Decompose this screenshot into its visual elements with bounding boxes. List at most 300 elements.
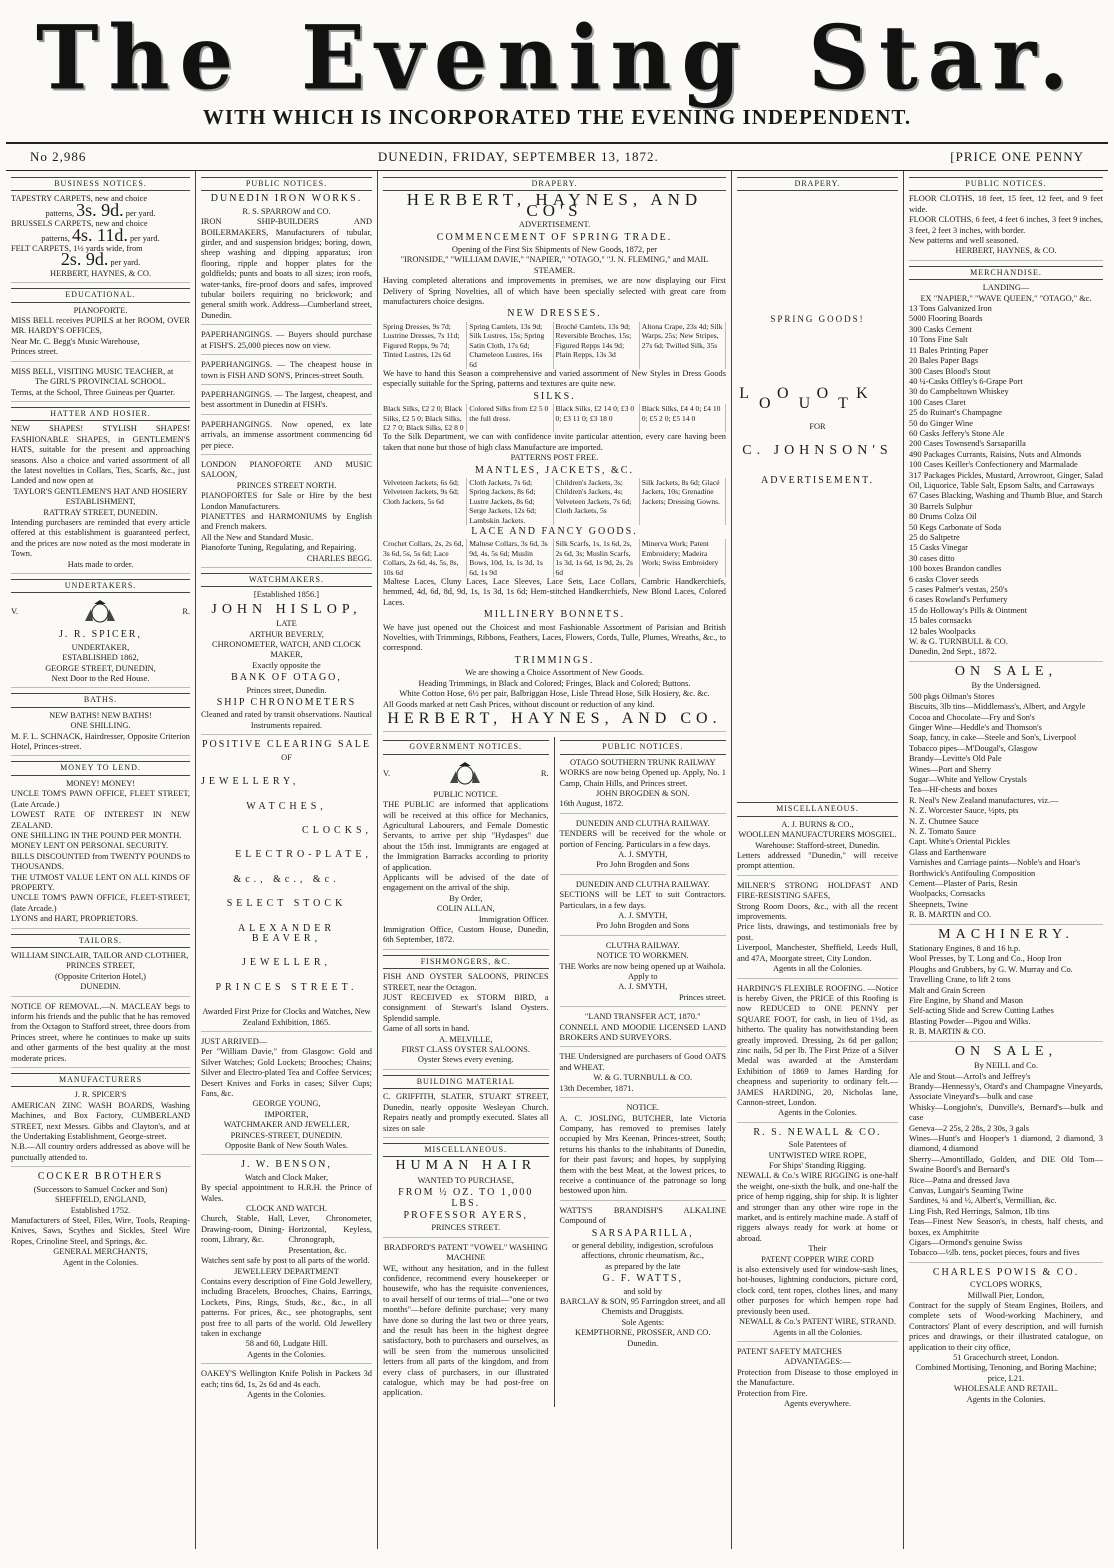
section-public-notices: PUBLIC NOTICES. [201,177,372,191]
list-item: N. Z. Chutnee Sauce [909,816,979,826]
ad-line: LANDING— [982,283,1030,293]
ad-line: J. R. SPICER'S [74,1090,127,1100]
ad-line: HERBERT, HAYNES, & CO. [955,246,1057,256]
ad-line: ADVERTISEMENT. [518,220,591,230]
list-item: Travelling Crane, to lift 2 tons [909,975,1011,985]
ad-line: ESTABLISHED 1862, [62,653,139,663]
ad-line: COLIN ALLAN, [436,904,495,914]
ad-line: By Order, [449,893,483,903]
list-item: Varnishes and Carriage paints—Noble's and Hoar's [909,858,1081,868]
section-drapery-2: DRAPERY. [737,177,898,191]
ad-line: Agents in the Colonies. [247,1389,326,1399]
benson-lists [201,1214,372,1256]
ad-title: ON SALE, [954,663,1058,679]
columns [6,171,1108,1549]
ad-line: PIANETTES and HARMONIUMS by English and French makers. [201,511,372,532]
list-item: 300 Casks Cement [909,324,972,334]
ad-line: patterns, 3s. 9d. per yard. [45,199,156,220]
ad-line: Pro John Brogden and Sons [596,860,690,870]
ad-title: J. R. SPICER, [59,629,142,641]
ad-signature: CHARLES BEGG. [306,553,372,563]
ad-line: 16th August, 1872. [559,799,624,809]
list-item: 25 do Ruinart's Champagne [909,408,1002,418]
table-cell: Spring Camlets, 13s 9d; Silk Lustres, 15s; Spring Satin Cloth, 17s 6d; Chameleon Lustres, 16s 6d [469,322,553,369]
ad-line: FOR [809,421,826,431]
column-1 [6,171,196,1549]
list-item: Tea—Hf-chests and boxes [909,785,998,795]
ad-line: CLOCK AND WATCH. [245,1204,328,1214]
list-item: 60 Casks Jeffery's Stone Ale [909,428,1005,438]
ad-line: FIRST CLASS OYSTER SALOONS. [401,1045,530,1055]
ad-line: IMPORTER, [264,1109,309,1119]
section-merchandise: MERCHANDISE. [909,266,1103,280]
ad-line: Maltese Laces, Cluny Laces, Lace Sleeves, Lace Sets, Lace Collars, Cambric Handkerchiefs, hemmed, 4d, 6d, 8d, 9d, 1s, 1s 3d, 1s 6d; Hem-stitched Handkerchiefs, New Blond Laces, Colored Laces. [383,577,726,607]
ad-line: G. F. WATTS, [602,1273,684,1285]
ad-iron-works [201,194,372,325]
ad-line: UNCLE TOM'S PAWN OFFICE, FLEET-STREET, (late Arcade.) [11,893,190,913]
ad-oakey [201,1369,372,1403]
ad-line: JUST RECEIVED ex STORM BIRD, a consignment of Stewart's Island Oysters. Splendid sample. [383,993,549,1023]
list-item: 10 Tons Fine Salt [909,335,968,345]
masthead [6,0,1108,110]
ad-public-notice [383,758,549,950]
ad-line: THE Works are now being opened up at Waihola. [559,961,726,971]
ad-line: Agents in the Colonies. [966,1394,1046,1404]
ad-line: Their [808,1244,827,1254]
ad-line: A. MELVILLE, [439,1034,493,1044]
ad-line: Price lists, drawings, and testimonials free by post. [737,922,898,942]
ad-line: White Cotton Hose, 6½ per pair, Balbriggan Hose, Lisle Thread Hose, Silk Hosiery, &c. &c. [399,689,710,699]
masthead-subtitle: WITH WHICH IS INCORPORATED THE EVENING INDEPENDENT. [202,105,912,129]
list-item: Dunedin, 2nd Sept., 1872. [909,647,997,657]
ad-line: NOTICE. [626,1103,660,1113]
ad-line: PRINCES STREET NORTH. [236,480,337,490]
table-cell: Silk Scarfs, 1s, 1s 6d, 2s, 2s 6d, 3s; Muslin Scarfs, 1s 3d, 1s 6d, 1s 9d, 2s, 2s 6d [556,539,640,577]
list-item: Wines—Hunt's and Hooper's 1 diamond, 2 diamond, 3 diamond, 4 diamond [909,1133,1103,1154]
list-item: N. Z. Tomato Sauce [909,826,976,836]
ad-line: MISS BELL, VISITING MUSIC TEACHER, at [11,366,174,376]
ad-line: ARTHUR BEVERLY, [249,629,324,639]
ad-line: "LAND TRANSFER ACT, 1870." [584,1012,701,1022]
list-item: Ling Fish, Red Herrings, Salmon, 1lb tins [909,1206,1050,1216]
ad-burns [737,820,898,876]
list-item: 6 cases Rowland's Perfumery [909,595,1008,605]
ad-line: WOOLLEN MANUFACTURERS MOSGIEL. [738,830,897,840]
ad-line: MISS BELL receives PUPILS at her ROOM, OVER MR. HARDY'S OFFICES, [11,316,190,336]
ad-line: COMMENCEMENT OF SPRING TRADE. [436,231,673,243]
ad-line: FELT CARPETS, 1½ yards wide, from [11,244,143,254]
ad-line: LATE [276,619,297,629]
ad-line: WATCHMAKER AND JEWELLER, [223,1120,350,1130]
ad-line: SECTIONS will be LET to suit Contractors. Particulars, in a few days. [559,890,726,910]
list-item: 15 do Holloway's Pills & Ointment [909,605,1028,615]
ad-line: GENERAL MERCHANTS, [53,1247,148,1257]
ad-signature: HERBERT, HAYNES, & CO. [50,268,151,278]
table-cell: Maltese Collars, 3s 6d, 3s 9d, 4s, 5s 6d; Muslin Bows, 10d, 1s, 1s 3d, 1s 6d, 1s 9d [469,539,553,577]
ad-paperhangings-1 [201,330,372,355]
list-item: 30 do Campbeltown Whiskey [909,387,1009,397]
list-item: Geneva—2 25s, 2 28s, 2 30s, 3 gals [909,1123,1030,1133]
ad-line: Combined Mortising, Tenoning, and Boring Machine; price, L21. [915,1363,1097,1383]
ad-line: PATENT SAFETY MATCHES [737,1346,842,1356]
ad-line: PUBLIC NOTICE. [433,789,499,799]
ad-title: POSITIVE CLEARING SALE [202,739,371,751]
ad-line: [Established 1856.] [253,590,320,600]
ad-line: NOTICE OF REMOVAL.—N. MACLEAY begs to inform his friends and the public that he has removed from the Octagon to Stafford street, three doors from Princes street, where he continues to make up suits and other garments of the best quality at the most moderate prices. [11,1001,190,1063]
ad-title: J. W. BENSON, [241,1159,332,1171]
ad-line: WE, without any hesitation, and in the fullest confidence, recommend every housekeeper or housewife, who has the requisite conveniences, to avail herself of our terms of trial—"one or two months"—before definite purchase; very many have done so during the last two or three years, and the result has been in the highest degree satisfactory, both to purchasers and ourselves, as will be seen from the numerous unsolicited letters from all parts of the kingdom, and from every class of purchasers, in our illustrated catalogue, which may be had post-free on application. [383,1263,549,1398]
ad-hatter [11,424,190,574]
ad-line: SARSAPARILLA, [591,1227,694,1239]
ad-line: BRUSSELS CARPETS, new and choice [11,219,148,229]
ad-line: NEW SHAPES! STYLISH SHAPES! FASHIONABLE SHAPES, in GENTLEMEN'S HATS, suitable for the present and approaching seasons. Also a choice and varied assortment of all the latest novelties in Collars, Ties, Scarfs, &c., just Landed and now open at [11,424,190,486]
ad-line: KEMPTHORNE, PROSSER, AND CO. [575,1328,711,1338]
lace-table [383,539,726,577]
ad-line: Having completed alterations and improvements in premises, we are now displaying our First Delivery of Spring Novelties, all of which have been specially selected with great care from manufacturers choice designs. [383,276,726,307]
list-item: Rice—Patna and dressed Java [909,1175,1010,1185]
ad-line: RATTRAY STREET, DUNEDIN. [43,507,158,517]
section-government: GOVERNMENT NOTICES. [383,740,549,754]
ad-line: PATENT COPPER WIRE CORD [761,1254,874,1264]
list-item: 40 ¼-Casks Offley's 6-Grape Port [909,376,1023,386]
ad-line: Opening of the First Six Shipments of New Goods, 1872, per [451,245,658,255]
subhead: SILKS. [533,390,576,402]
list-item: Self-acting Slide and Screw Cutting Lathes [909,1006,1054,1016]
list-item: 12 bales Woolpacks [909,626,976,636]
ad-line: ONE SHILLING. [70,721,131,731]
column-3-right [555,737,727,1407]
subhead: TRIMMINGS. [514,654,595,666]
list-item: Borthwick's Antifouling Composition [909,868,1036,878]
list-item: 15 bales cornsacks [909,616,972,626]
list-item: Cigars—Ormond's genuine Swiss [909,1238,1023,1247]
ad-line: NEWALL & Co.'s PATENT WIRE, STRAND. [739,1317,896,1327]
list-item: Biscuits, 3lb tins—Middlemass's, Albert, and Argyle [909,702,1086,712]
ad-hislop [201,590,372,735]
list-item: 500 pkgs Oilman's Stores [909,691,995,701]
ad-line: is also extensively used for window-sash lines, hot-houses, lightning conductors, picture cord, clock cord, tent ropes, clothes lines, and many other purposes for which hempen rope had previously been used. [737,1265,898,1316]
ad-line: DUNEDIN AND CLUTHA RAILWAY. [575,818,710,828]
ad-line: All Goods marked at nett Cash Prices, without discount or reduction of any kind. [383,699,655,709]
ad-line: 2s. 9d. per yard. [60,249,141,270]
ad-line: A. J. BURNS & CO., [781,819,854,829]
ad-line: Opposite Bank of New South Wales. [225,1141,348,1151]
ad-line: BRADFORD'S PATENT "VOWEL" WASHING MACHINE [383,1242,548,1263]
ad-line: 51 Gracechurch street, London. [953,1353,1059,1363]
masthead-word-2: Evening [301,5,751,110]
ad-line: Warehouse: Stafford-street, Dunedin. [755,840,880,850]
table-cell: Crochet Collars, 2s, 2s 6d, 3s 6d, 5s, 5s 6d; Lace Collars, 2s 6d, 4s, 5s, 8s, 10s 6d [383,539,467,577]
column-5 [904,171,1108,1549]
silks-table [383,404,726,432]
ad-line: Church, Stable, Hall, Drawing-room, Dining-room, Library, &c. [201,1214,285,1245]
ad-paperhangings-3 [201,390,372,415]
list-item: Ginger Wine—Heddle's and Thomson's [909,722,1042,732]
issue-number: No 2,986 [30,149,87,164]
list-item: Glass and Earthenware [909,847,987,857]
section-business-notices: BUSINESS NOTICES. [11,177,190,191]
list-item: R. Neal's New Zealand manufactures, viz.— [909,795,1059,805]
list-item: 13 Tons Galvanized Iron [909,304,992,314]
ad-slater [383,1092,549,1138]
ad-line: (Opposite Criterion Hotel,) [55,971,146,981]
ad-line: JEWELLERY, [201,776,300,788]
ad-line: PAPERHANGINGS. — The cheapest house in town is FISH AND SON'S, Princes-street South. [201,360,372,380]
ad-line: SHEFFIELD, ENGLAND, [55,1195,146,1205]
subhead: MILLINERY BONNETS. [483,609,626,621]
ad-line: Game of all sorts in hand. [383,1024,470,1034]
list-item: Sardines, ¼ and ½, Albert's, Vermillian, &c. [909,1196,1057,1206]
ad-line: WATTS'S BRANDISH'S ALKALINE Compound of [559,1205,726,1226]
ad-line: We have just opened out the Choicest and most Fashionable Assortment of Parisian and British Novelties, with Trimmings, Ribbons, Feathers, Laces, Flowers, Cords, Tulle, Plumes, Wreaths, &c., to correspond. [383,622,726,653]
ad-line: JUST ARRIVED— [201,1036,268,1046]
table-cell: Cloth Jackets, 7s 6d; Spring Jackets, 8s 6d; Lustre Jackets, 8s 6d; Serge Jackets, 12s 6d; Lambskin Jackets. [469,478,553,525]
ad-line: MONEY LENT ON PERSONAL SECURITY. [11,841,169,851]
ad-line: Princes street, Dunedin. [246,685,327,695]
list-item: Ploughs and Grubbers, by G. W. Murray and Co. [909,964,1073,974]
ad-line: SHIP CHRONOMETERS [216,697,357,709]
ad-line: 58 and 60, Ludgate Hill. [245,1339,328,1349]
ad-line: FISH AND OYSTER SALOONS, PRINCES STREET, near the Octagon. [383,972,549,992]
ad-line: Manufacturers of Steel, Files, Wire, Tools, Reaping-Knives, Saws, Scythes and Sickles, Steel Wire Ropes, Crinoline Steel, and Springs, &c. [11,1215,190,1246]
ad-line: To the Silk Department, we can with confidence invite particular attention, every care having been taken that none but those of high class Manufacture are imported. [383,432,726,452]
onsale1-list [909,692,1103,921]
table-cell: Minerva Work; Patent Embroidery; Madeira Work; Swiss Embroidery [642,539,726,577]
ad-line: Strong Room Doors, &c., with all the recent improvements. [737,901,898,922]
section-watchmakers: WATCHMAKERS. [201,573,372,587]
dresses-table [383,322,726,369]
ad-line: THE PUBLIC are informed that applications will be received at this office for Mechanics, Agricultural Labourers, and Female Domestic Servants, to arrive per ship "Hydaspes" due about the 15th inst. Immigrants are engaged at the Immigration Barracks according to priority of application. [383,800,549,872]
ad-line: Contains every description of Fine Gold Jewellery, including Bracelets, Brooches, Chains, Earrings, Lockets, Pins, Rings, Studs, &c., &c., in all patterns. For prices, &c., see photographs, sent post free to all parts of the world. Old Jewellery taken in exchange [201,1276,372,1338]
ad-line: SELECT STOCK [226,898,347,910]
ad-line: CHRONOMETER, WATCH, AND CLOCK MAKER, [212,640,361,660]
ad-line: Awarded First Prize for Clocks and Watches, New Zealand Exhibition, 1865. [202,1007,371,1027]
list-item: 30 cases ditto [909,553,955,563]
list-item: Ale and Stout—Arrol's and Jeffrey's [909,1071,1031,1081]
masthead-word-3: Star. [808,5,1078,110]
ad-line: UNTWISTED WIRE ROPE, [768,1150,867,1160]
ad-line: CLOCKS, [302,824,372,836]
list-item: Sherry—Amontillado, Golden, and DIE Old Tom—Swaine Boord's and Bernard's [909,1154,1103,1175]
ad-harding [737,984,898,1123]
ad-line: PATTERNS POST FREE. [510,453,599,463]
ad-clutha-tenders [560,819,727,875]
ad-line: TENDERS will be received for the whole or portion of Fencing. Particulars in a few days. [559,829,726,849]
ad-line: LONDON PIANOFORTE AND MUSIC SALOON, [201,459,372,480]
list-item: Wool Presses, by T. Long and Co., Hoop Iron [909,954,1062,964]
section-manufacturers: MANUFACTURERS [11,1073,190,1087]
ad-line: MILNER'S STRONG HOLDFAST AND FIRE-RESISTING SAFES, [737,880,898,901]
list-item: Tobacco pipes—M'Dougal's, Glasgow [909,743,1038,753]
section-fishmongers: FISHMONGERS, &C. [383,955,549,969]
ad-line: WILLIAM SINCLAIR, TAILOR AND CLOTHIER, [11,950,189,960]
ad-line: BARCLAY & SON, 95 Farringdon street, and all Chemists and Druggists. [560,1297,726,1317]
ad-line: New patterns and well seasoned. [909,236,1019,246]
ad-line: LYONS and HART, PROPRIETORS. [11,914,139,924]
list-item: 20 Bales Paper Bags [909,356,979,366]
onsale2-list [909,1072,1103,1259]
list-item: Cement—Plaster of Paris, Resin [909,879,1018,888]
ad-title: DUNEDIN IRON WORKS. [210,193,363,205]
ad-matches [737,1347,898,1412]
list-item: Brandy—Levitte's Old Pale [909,754,1002,764]
section-money: MONEY TO LEND. [11,761,190,775]
ad-line: Sole Patentees of [788,1140,847,1150]
ad-title: MACHINERY. [938,926,1074,942]
ad-line: NEW BATHS! NEW BATHS! [49,710,152,720]
list-item: Woolpacks, Cornsacks [909,889,986,899]
ad-line: GEORGE YOUNG, [252,1099,321,1109]
ad-line: Pro John Brogden and Sons [596,921,690,931]
section-public-notices-3: PUBLIC NOTICES. [909,177,1103,191]
ad-just-arrived [201,1037,372,1155]
ad-line: PAPERHANGINGS. — Buyers should purchase at FISH'S. 25,000 pieces now on view. [201,330,372,350]
column-2 [196,171,378,1549]
ad-line: OTAGO SOUTHERN TRUNK RAILWAY [570,757,716,767]
ad-oysters [383,972,549,1070]
date-place: DUNEDIN, FRIDAY, SEPTEMBER 13, 1872. [377,149,659,164]
ad-line: For Ships' Standing Rigging. [769,1161,866,1170]
ad-spicer-washboards [11,1090,190,1167]
list-item: Wines—Port and Sherry [909,764,992,774]
ad-title: JOHN HISLOP, [211,601,362,617]
ad-title: C. JOHNSON'S [742,443,893,459]
ad-line: and sold by [623,1286,663,1296]
crest-letter: R. [182,607,190,617]
price: [PRICE ONE PENNY [950,149,1084,164]
list-item: 300 Cases Blood's Stout [909,366,991,376]
ad-line: PIANOFORTES for Sale or Hire by the best London Manufacturers. [201,491,372,511]
ad-line: Princes street. [11,347,58,357]
ad-cocker [11,1172,190,1271]
ad-line: MONEY! MONEY! [65,778,136,788]
list-item: Brandy—Hennessy's, Otard's and Champagne Vineyards, Associate Vineyard's—bulk and case [909,1081,1103,1102]
ad-sarsaparilla [560,1206,727,1352]
ad-paperhangings-2 [201,360,372,385]
ad-line: N.B.—All country orders addressed as above will be punctually attended to. [11,1142,190,1162]
column-3-split [383,737,726,1407]
ad-line: GEORGE STREET, DUNEDIN, [45,663,156,673]
section-drapery: DRAPERY. [383,177,726,191]
ad-line: Agent in the Colonies. [62,1257,139,1267]
list-item: 5000 Flooring Boards [909,314,983,324]
ad-title: COCKER BROTHERS [37,1171,164,1183]
ad-line: CYCLOPS WORKS, [970,1280,1042,1290]
ad-line: Agents in all the Colonies. [772,1327,863,1337]
ad-line: Intending purchasers are reminded that every article offered at this establishment is guaranteed perfect, and the prices are now noted as the most moderate in Town. [11,517,190,559]
ad-line: patterns, 4s. 11d. per yard. [41,224,160,245]
ad-line: DUNEDIN AND CLUTHA RAILWAY. [575,879,710,889]
section-building: BUILDING MATERIAL [383,1075,549,1089]
ad-line: Immigration Office, Custom House, Dunedin, 6th September, 1872. [383,925,549,945]
list-item: Cocoa and Chocolate—Fry and Son's [909,712,1035,722]
ad-line: Protection from Disease to those employed in the Manufacture. [737,1367,898,1388]
ad-line: PAPERHANGINGS. — The largest, cheapest, and best assortment in Dunedin at FISH's. [201,389,372,410]
table-cell: Children's Jackets, 3s; Children's Jackets, 4s; Velveteen Jackets, 7s 6d; Cloth Jackets, 5s [556,478,640,525]
ad-line: We are showing a Choice Assortment of New Goods. [465,668,644,678]
section-baths: BATHS. [11,693,190,707]
ad-line: (Successors to Samuel Cocker and Son) [33,1184,168,1194]
ad-line: Pianoforte Tuning, Regulating, and Repairing. [201,543,357,553]
ad-on-sale-neill [909,1043,1103,1263]
list-item: 25 do Saltpetre [909,533,960,542]
subhead: MANTLES, JACKETS, &C. [475,464,634,476]
list-item: Canvas, Lungair's Seaming Twine [909,1185,1024,1195]
ad-line: WANTED TO PURCHASE, [417,1175,514,1185]
ad-line: Next Door to the Red House. [51,674,150,684]
table-cell: Altona Crape, 23s 4d; Silk Warps, 25s; New Stripes, 27s 6d; Twilled Silk, 35s [642,322,726,369]
ad-milner [737,881,898,979]
ad-land-transfer [560,1012,727,1047]
ad-line: R. S. SPARROW and CO. [242,206,331,216]
ad-herbert-haynes [383,190,726,732]
ad-line: PRINCES STREET. [215,981,358,993]
ad-baths [11,711,190,757]
ad-line: EX "NAPIER," "WAVE QUEEN," "OTAGO," &c. [920,293,1092,303]
ad-line: Agents in the Colonies. [247,1349,326,1359]
ad-line: NOTICE TO WORKMEN. [596,951,689,961]
ad-machinery [909,926,1103,1042]
ad-trunk-railway [560,758,727,814]
list-item: 67 Cases Blacking, Washing and Thumb Blue, and Starch [909,491,1103,501]
ad-title: ON SALE, [954,1043,1058,1059]
ad-line: Apply to [627,972,658,982]
machinery-list [909,944,1103,1038]
list-item: 100 Cases Keiller's Confectionery and Marmalade [909,460,1078,470]
ad-line: or general debility, indigestion, scrofulous affections, chronic rheumatism, &c., [572,1240,714,1261]
ad-line: OAKEY'S Wellington Knife Polish in Packets 3d each; tins 6d, 1s, 2s 6d and 4s each. [201,1369,372,1389]
ad-line: 13th December, 1871. [559,1083,634,1093]
masthead-title [6,5,1108,110]
list-item: R. B. MARTIN and CO. [909,910,992,920]
ad-line: Watch and Clock Maker, [244,1172,329,1182]
ad-line: A. J. SMYTH, [618,849,668,859]
ad-oats [560,1052,727,1098]
ad-line: HARDING'S FLEXIBLE ROOFING. —Notice is hereby Given, the PRICE of this Roofing is now REDUCED to ONE PENNY per SQUARE FOOT, for cash, in lieu of 1½d, as hitherto. The quality has notwithstanding been greatly improved. Dressing, 2s 6d per gallon; zinc nails, 5d per lb. The First Prize of a Silver Medal was awarded at the Amsterdam Exhibition of 1869 to James Harding for cheapness and superiority to ordinary felt.—JAMES HARDING, 20, Nicholas lane, Cannon-street, London. [737,983,898,1107]
ad-line: IRON SHIP-BUILDERS AND BOILERMAKERS, Manufacturers of tubular, girder, and and suspension bridges; boring, down, sheep washing and dipping apparatus; iron flooring, ripple and hopper plates for the goldfields; punts and boats to all sizes; iron roofs, water-tanks, fire-proof doors and safes, improved tubular boilers requiring no brickwork; and general smith work. Address—Cumberland street, Dunedin. [201,217,372,320]
ad-line: CONNELL AND MOODIE LICENSED LAND BROKERS AND SURVEYORS. [559,1022,726,1043]
ad-line: A. J. SMYTH, [618,982,668,992]
ad-title: HERBERT, HAYNES, AND CO'S [406,190,703,220]
ad-line: WORKS are now being Opened up. Apply, No. 1 Camp, Chain Hills, and Princes street. [559,768,726,788]
ad-landing [909,283,1103,662]
ad-line: JOHN BROGDEN & SON. [595,788,690,798]
ad-on-sale-martin [909,663,1103,925]
list-item: 50 do Ginger Wine [909,418,973,428]
ad-line: TAYLOR'S GENTLEMEN'S HAT AND HOSIERY ESTABLISHMENT, [13,486,188,507]
ad-line: ALEXANDER BEAVER, [237,922,336,944]
list-item: Capt. White's Oriental Pickles [909,837,1010,847]
section-misc-2: MISCELLANEOUS. [737,802,898,816]
ad-clutha-workmen [560,941,727,1007]
section-hatter: HATTER AND HOSIER. [11,407,190,421]
ad-line: THE UTMOST VALUE LENT ON ALL KINDS OF PROPERTY. [11,872,190,892]
table-cell: Black Silks, £4 4 0; £4 10 0; £5 2 0; £5 14 0 [642,404,726,432]
table-cell: Broché Camlets, 13s 9d; Reversible Broches, 15s; Figured Repps 14s 9d; Plain Repps, 13s 3d [556,322,640,369]
section-educational: EDUCATIONAL. [11,288,190,302]
ad-line: Immigration Officer. [478,914,549,924]
ad-line: Agents everywhere. [784,1398,851,1408]
ad-line: PROFESSOR AYERS, [403,1209,528,1221]
ad-line: WATCHES, [246,800,327,812]
ad-line: Protection from Fire. [737,1388,808,1398]
ad-line: A. J. SMYTH, [618,911,668,920]
ad-clearing-sale [201,740,372,1032]
crest-letter: V. [11,607,19,617]
ad-removal [11,1002,190,1068]
ad-line: Millwall Pier, London, [967,1290,1045,1300]
ad-powis [909,1268,1103,1408]
